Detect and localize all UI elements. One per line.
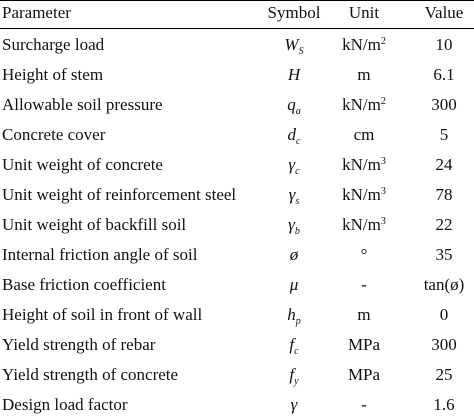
unit-cell bbox=[326, 360, 402, 390]
header-symbol: Symbol bbox=[267, 3, 321, 22]
table-row bbox=[0, 210, 474, 240]
parameter-cell: Height of soil in front of wall bbox=[2, 305, 203, 324]
symbol-subscript: a bbox=[295, 106, 301, 117]
unit-main: m bbox=[357, 65, 371, 84]
parameter-cell: Unit weight of concrete bbox=[2, 155, 163, 174]
table-row bbox=[0, 240, 474, 270]
parameter-cell: Base friction coefficient bbox=[2, 275, 166, 294]
symbol-main: q bbox=[287, 95, 296, 114]
unit-main: - bbox=[361, 395, 367, 414]
symbol-main: μ bbox=[289, 275, 299, 294]
parameter-cell: Internal friction angle of soil bbox=[2, 245, 198, 264]
value-cell: 78 bbox=[435, 185, 453, 204]
parameter-cell: Design load factor bbox=[2, 395, 128, 414]
symbol-main: γ bbox=[290, 395, 298, 414]
unit-main: cm bbox=[353, 125, 375, 144]
value-cell: 24 bbox=[435, 155, 453, 174]
symbol-cell bbox=[262, 210, 326, 240]
table-row bbox=[0, 30, 474, 60]
symbol-main: f bbox=[289, 335, 295, 354]
unit-cell bbox=[326, 30, 402, 60]
value-cell: 1.6 bbox=[433, 395, 455, 414]
symbol-main: γ bbox=[288, 155, 296, 174]
value-cell: tan(ø) bbox=[423, 275, 465, 294]
parameter-cell: Concrete cover bbox=[2, 125, 106, 144]
unit-superscript: 3 bbox=[380, 186, 386, 197]
symbol-main: f bbox=[289, 365, 295, 384]
symbol-cell bbox=[262, 390, 326, 420]
value-cell: 35 bbox=[435, 245, 453, 264]
parameter-cell: Surcharge load bbox=[2, 35, 105, 54]
unit-superscript: 2 bbox=[380, 96, 386, 107]
symbol-cell bbox=[262, 300, 326, 330]
symbol-cell bbox=[262, 180, 326, 210]
table-header-rule bbox=[0, 28, 474, 29]
header-value: Value bbox=[424, 3, 464, 22]
table-header-row bbox=[0, 0, 474, 28]
value-cell: 6.1 bbox=[433, 65, 455, 84]
symbol-subscript: c bbox=[294, 346, 299, 357]
unit-cell bbox=[326, 90, 402, 120]
header-parameter: Parameter bbox=[2, 3, 71, 22]
table-row bbox=[0, 150, 474, 180]
symbol-subscript: p bbox=[295, 316, 301, 327]
value-cell: 0 bbox=[439, 305, 449, 324]
symbol-cell bbox=[262, 240, 326, 270]
symbol-cell bbox=[262, 360, 326, 390]
value-cell: 25 bbox=[435, 365, 453, 384]
symbol-main: d bbox=[287, 125, 297, 144]
unit-cell bbox=[326, 120, 402, 150]
symbol-subscript: c bbox=[296, 136, 301, 147]
symbol-main: H bbox=[287, 65, 301, 84]
symbol-main: γ bbox=[288, 185, 296, 204]
value-cell: 22 bbox=[435, 215, 453, 234]
parameter-cell: Height of stem bbox=[2, 65, 104, 84]
symbol-subscript: S bbox=[298, 46, 304, 57]
unit-cell bbox=[326, 240, 402, 270]
symbol-subscript: s bbox=[295, 196, 300, 207]
symbol-subscript: c bbox=[295, 166, 300, 177]
unit-cell bbox=[326, 210, 402, 240]
unit-cell bbox=[326, 270, 402, 300]
symbol-cell bbox=[262, 60, 326, 90]
table-row bbox=[0, 300, 474, 330]
symbol-cell bbox=[262, 330, 326, 360]
parameter-cell: Unit weight of reinforcement steel bbox=[2, 185, 237, 204]
parameter-cell: Yield strength of concrete bbox=[2, 365, 179, 384]
value-cell: 300 bbox=[431, 95, 457, 114]
symbol-cell bbox=[262, 270, 326, 300]
table-row bbox=[0, 360, 474, 390]
unit-main: kN/m bbox=[342, 185, 381, 204]
unit-main: MPa bbox=[347, 365, 381, 384]
symbol-subscript: y bbox=[294, 376, 299, 387]
unit-main: kN/m bbox=[342, 35, 381, 54]
unit-main: kN/m bbox=[342, 155, 381, 174]
symbol-main: ø bbox=[289, 245, 299, 264]
unit-cell bbox=[326, 330, 402, 360]
symbol-cell bbox=[262, 120, 326, 150]
unit-cell bbox=[326, 60, 402, 90]
unit-superscript: 3 bbox=[380, 216, 386, 227]
parameter-cell: Unit weight of backfill soil bbox=[2, 215, 187, 234]
symbol-cell bbox=[262, 150, 326, 180]
unit-main: - bbox=[361, 275, 367, 294]
value-cell: 300 bbox=[431, 335, 457, 354]
parameter-cell: Allowable soil pressure bbox=[2, 95, 163, 114]
symbol-cell bbox=[262, 30, 326, 60]
table-row bbox=[0, 120, 474, 150]
table-row bbox=[0, 390, 474, 420]
unit-main: kN/m bbox=[342, 95, 381, 114]
symbol-main: h bbox=[287, 305, 296, 324]
unit-superscript: 2 bbox=[380, 36, 386, 47]
value-cell: 10 bbox=[435, 35, 453, 54]
unit-cell bbox=[326, 150, 402, 180]
symbol-main: W bbox=[284, 35, 299, 54]
unit-main: ° bbox=[360, 245, 368, 264]
table-row bbox=[0, 330, 474, 360]
table-row bbox=[0, 180, 474, 210]
symbol-subscript: b bbox=[294, 226, 300, 237]
unit-cell bbox=[326, 300, 402, 330]
symbol-main: γ bbox=[288, 215, 295, 234]
unit-main: kN/m bbox=[342, 215, 381, 234]
parameter-cell: Yield strength of rebar bbox=[2, 335, 156, 354]
unit-main: MPa bbox=[347, 335, 381, 354]
table-row bbox=[0, 60, 474, 90]
unit-main: m bbox=[357, 305, 371, 324]
table-row bbox=[0, 270, 474, 300]
header-unit: Unit bbox=[348, 3, 380, 22]
unit-cell bbox=[326, 390, 402, 420]
symbol-cell bbox=[262, 90, 326, 120]
unit-superscript: 3 bbox=[380, 156, 386, 167]
value-cell: 5 bbox=[439, 125, 449, 144]
unit-cell bbox=[326, 180, 402, 210]
table-row bbox=[0, 90, 474, 120]
